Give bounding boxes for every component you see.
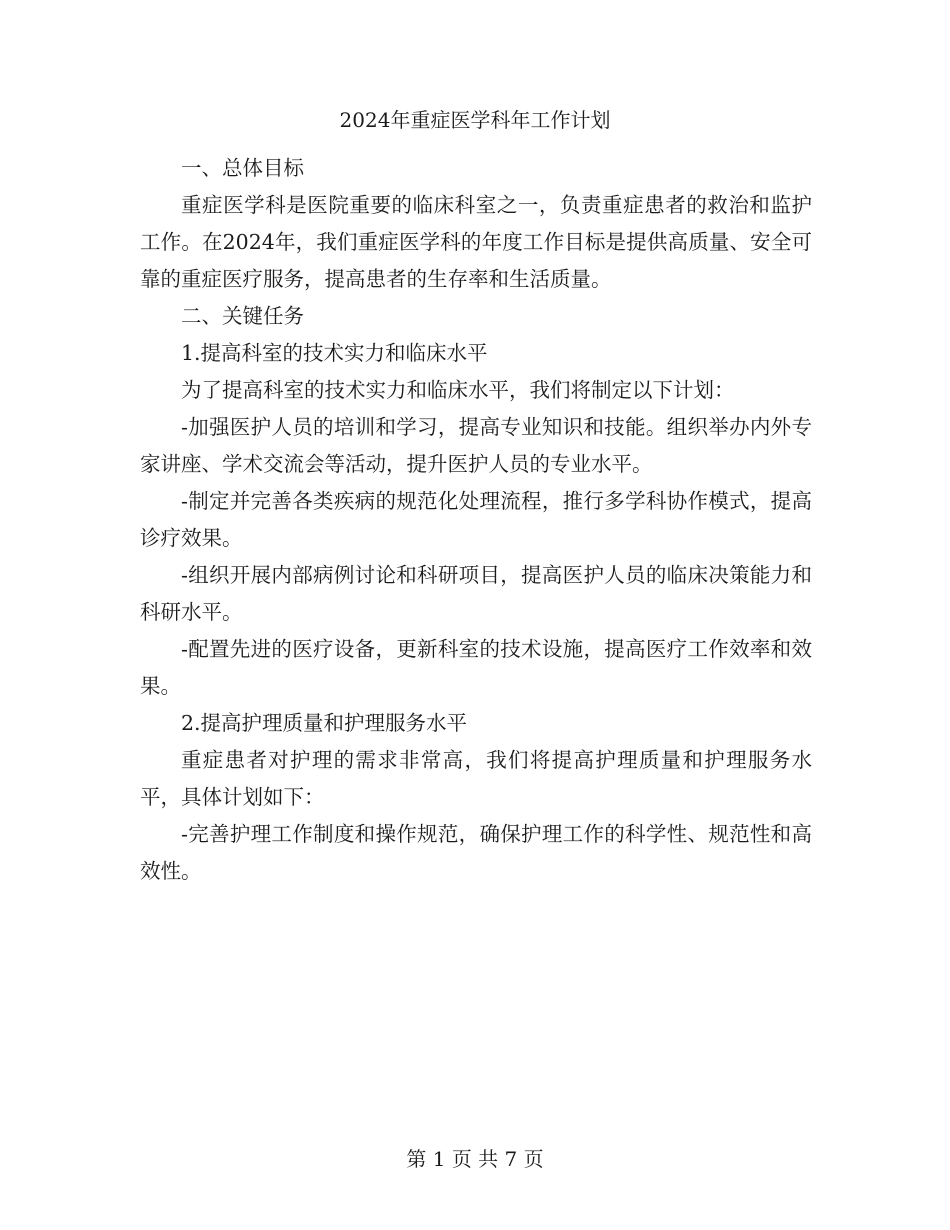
section-heading: 一、总体目标 — [181, 156, 304, 180]
page-number: 第 1 页 共 7 页 — [406, 1147, 544, 1171]
subsection-heading: 1.提高科室的技术实力和临床水平 — [181, 341, 488, 365]
subsection-heading: 2.提高护理质量和护理服务水平 — [181, 711, 468, 735]
section-heading: 二、关键任务 — [181, 304, 304, 328]
paragraph: 重症患者对护理的需求非常高，我们将提高护理质量和护理服务水平，具体计划如下： — [140, 748, 812, 809]
list-item: -完善护理工作制度和操作规范，确保护理工作的科学性、规范性和高效性。 — [140, 822, 812, 883]
list-item: -配置先进的医疗设备，更新科室的技术设施，提高医疗工作效率和效果。 — [140, 637, 812, 698]
list-item: -制定并完善各类疾病的规范化处理流程，推行多学科协作模式，提高诊疗效果。 — [140, 489, 812, 550]
document-title: 2024年重症医学科年工作计划 — [339, 108, 611, 132]
document-body — [140, 150, 812, 890]
list-item: -组织开展内部病例讨论和科研项目，提高医护人员的临床决策能力和科研水平。 — [140, 563, 812, 624]
paragraph: 重症医学科是医院重要的临床科室之一，负责重症患者的救治和监护工作。在2024年，我们重症医学科的年度工作目标是提供高质量、安全可靠的重症医疗服务，提高患者的生存率和生活质量。 — [140, 193, 812, 291]
paragraph: 为了提高科室的技术实力和临床水平，我们将制定以下计划： — [181, 378, 735, 402]
list-item: -加强医护人员的培训和学习，提高专业知识和技能。组织举办内外专家讲座、学术交流会等活动，提升医护人员的专业水平。 — [140, 415, 812, 476]
